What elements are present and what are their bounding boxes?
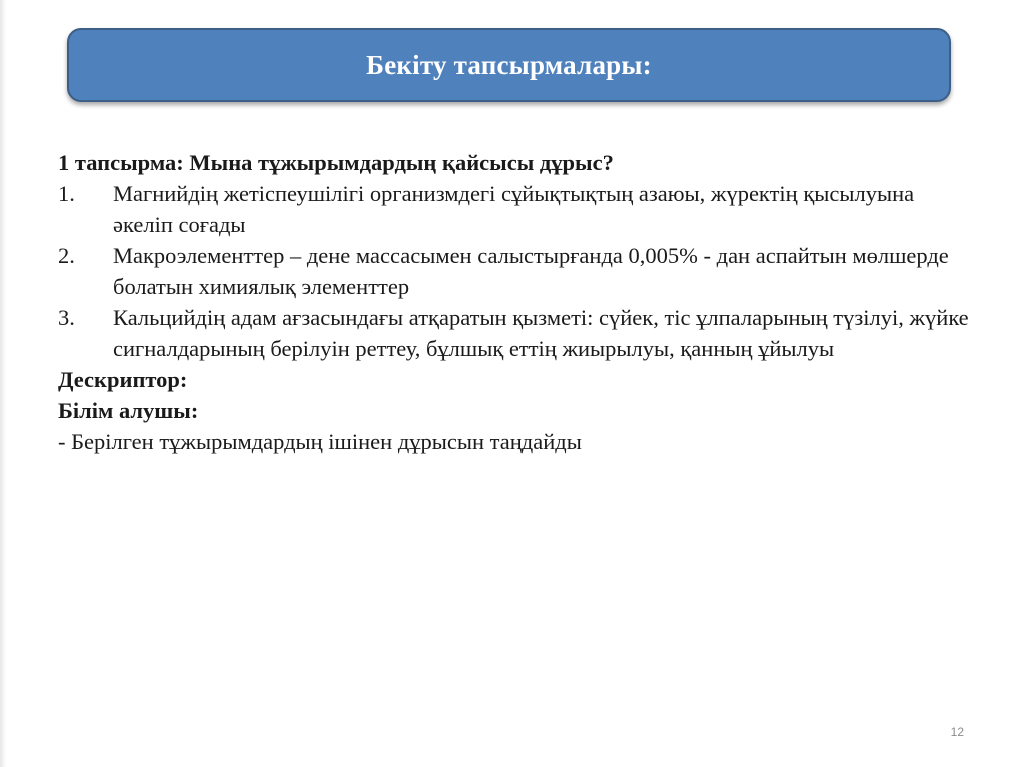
list-item — [58, 302, 978, 364]
slide-title: Бекіту тапсырмалары: — [366, 49, 652, 80]
list-number: 1. — [58, 181, 75, 206]
list-text: Магнийдің жетіспеушілігі организмдегі сұйықтықтың азаюы, жүректің қысылуына әкеліп соғады — [113, 181, 915, 237]
slide-content — [58, 147, 978, 457]
slide-edge-shadow — [0, 0, 6, 767]
list-text: Кальцийдің адам ағзасындағы атқаратын қызметі: сүйек, тіс ұлпаларының түзілуі, жүйке сигналдарының берілуін реттеу, бұлшық еттің жиырылуы, қанның ұйылуы — [113, 305, 969, 361]
title-banner — [67, 28, 951, 102]
list-number: 3. — [58, 305, 75, 330]
descriptor-text: - Берілген тұжырымдардың ішінен дұрысын таңдайды — [58, 429, 582, 454]
page-number: 12 — [950, 725, 964, 739]
list-number: 2. — [58, 243, 75, 268]
list-text: Макроэлементтер – дене массасымен салыстырғанда 0,005% - дан аспайтын мөлшерде болатын химиялық элементтер — [113, 243, 949, 299]
statement-list — [58, 178, 978, 364]
task-heading: 1 тапсырма: Мына тұжырымдардың қайсысы дұрыс? — [58, 150, 614, 175]
learner-label: Білім алушы: — [58, 398, 199, 423]
list-item — [58, 178, 978, 240]
list-item — [58, 240, 978, 302]
descriptor-label: Дескриптор: — [58, 367, 188, 392]
